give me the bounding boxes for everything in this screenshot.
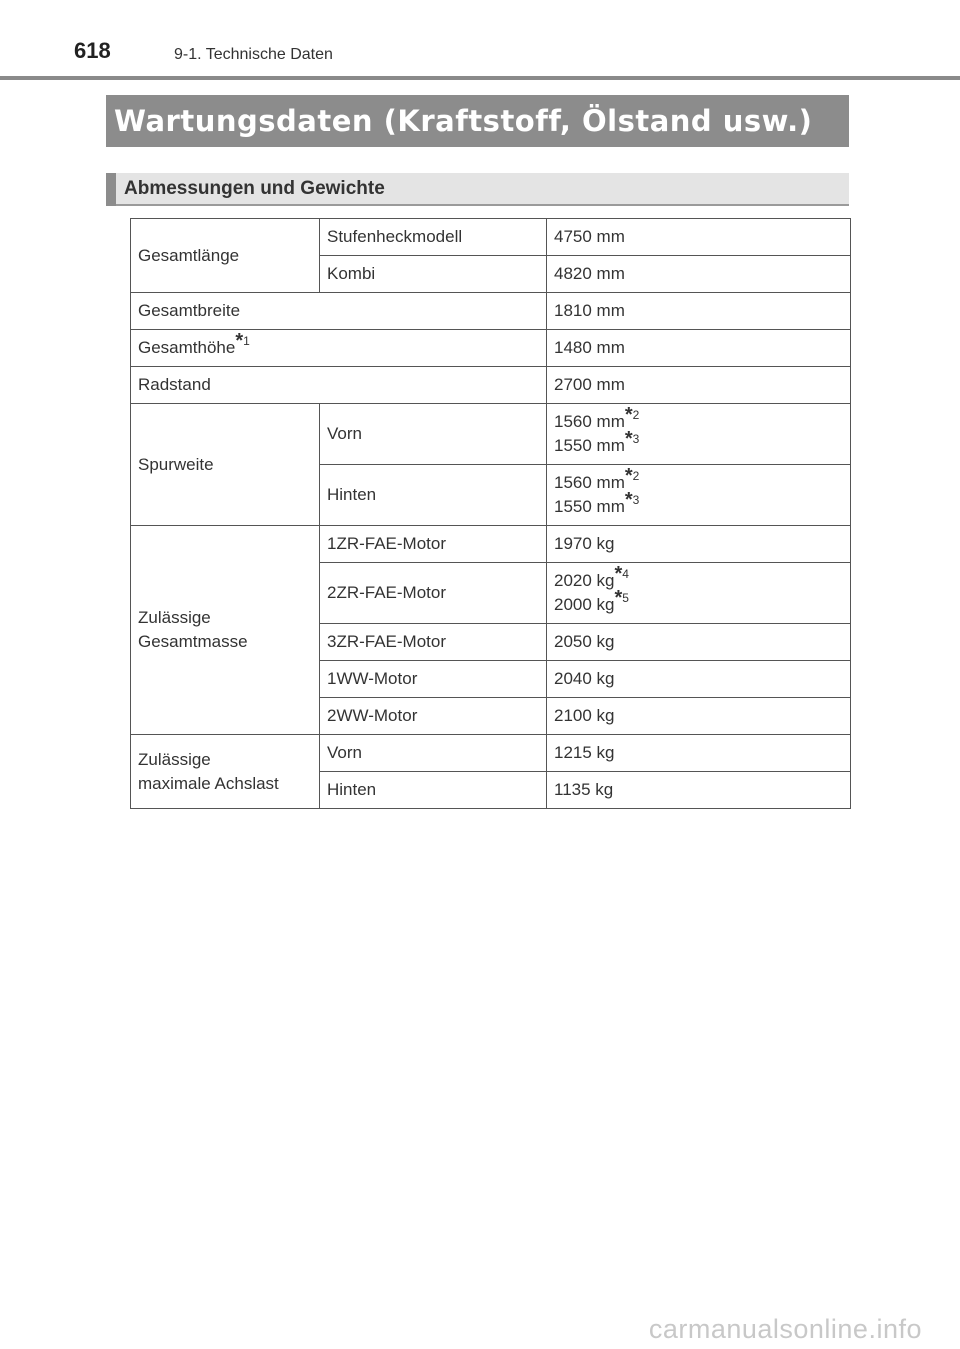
label-line: Zulässige	[138, 749, 211, 769]
footnote-ref: 4	[622, 567, 629, 581]
value-cell: 1135 kg	[547, 772, 851, 809]
value-cell: 2040 kg	[547, 661, 851, 698]
table-row	[131, 219, 851, 256]
table-row	[131, 367, 851, 404]
header-rule	[0, 76, 960, 80]
subsection-marker	[106, 173, 116, 206]
value-line: 2020 kg	[554, 571, 615, 590]
table-row	[131, 404, 851, 465]
asterisk-mark: *	[624, 404, 633, 426]
dimensions-weights-table	[130, 218, 851, 809]
table-row	[131, 330, 851, 367]
label-line: Gesamtmasse	[138, 632, 248, 651]
row-label-gesamtmasse	[131, 526, 320, 735]
value-line: 1550 mm	[554, 436, 625, 455]
footnote-ref: 2	[632, 469, 640, 483]
variant-cell: 1WW-Motor	[320, 661, 547, 698]
value-cell: 1970 kg	[547, 526, 851, 563]
variant-cell: Hinten	[320, 772, 547, 809]
subsection-title: Abmessungen und Gewichte	[124, 177, 385, 199]
asterisk-mark: *	[624, 465, 633, 487]
label-line: Zulässige	[138, 608, 211, 627]
asterisk-mark: *	[614, 563, 623, 585]
table-row	[131, 735, 851, 772]
variant-cell: Stufenheckmodell	[320, 219, 547, 256]
label-text: Gesamthöhe	[138, 338, 236, 357]
value-cell: 2100 kg	[547, 698, 851, 735]
variant-cell: 2ZR-FAE-Motor	[320, 563, 547, 624]
value-cell	[547, 465, 851, 526]
asterisk-mark: *	[624, 489, 633, 511]
label-line: maximale Achslast	[138, 773, 279, 793]
page-number: 618	[74, 38, 111, 63]
section-title: Wartungsdaten (Kraftstoff, Ölstand usw.)	[114, 104, 813, 138]
asterisk-mark: *	[614, 587, 623, 609]
row-label-gesamtbreite: Gesamtbreite	[131, 293, 547, 330]
value-cell: 2700 mm	[547, 367, 851, 404]
footnote-ref: 3	[632, 432, 640, 446]
footnote-ref: 2	[632, 408, 640, 422]
value-line: 2000 kg	[554, 595, 615, 614]
row-label-gesamthoehe	[131, 330, 547, 367]
value-cell: 1215 kg	[547, 735, 851, 772]
variant-cell: 1ZR-FAE-Motor	[320, 526, 547, 563]
subsection-banner	[106, 173, 849, 206]
footnote-ref: 3	[632, 493, 640, 507]
variant-cell: Vorn	[320, 404, 547, 465]
variant-cell: Hinten	[320, 465, 547, 526]
value-cell: 1810 mm	[547, 293, 851, 330]
footnote-ref: 5	[622, 591, 629, 605]
variant-cell: 3ZR-FAE-Motor	[320, 624, 547, 661]
value-cell: 4750 mm	[547, 219, 851, 256]
row-label-achslast	[131, 735, 320, 809]
row-label-radstand: Radstand	[131, 367, 547, 404]
footnote-ref: 1	[243, 334, 250, 348]
section-banner	[106, 95, 849, 147]
value-line: 1550 mm	[554, 497, 625, 516]
value-cell: 2050 kg	[547, 624, 851, 661]
value-cell	[547, 404, 851, 465]
value-cell	[547, 563, 851, 624]
variant-cell: Kombi	[320, 256, 547, 293]
value-line: 1560 mm	[554, 473, 625, 492]
row-label-spurweite: Spurweite	[131, 404, 320, 526]
variant-cell: Vorn	[320, 735, 547, 772]
asterisk-mark: *	[624, 428, 633, 450]
row-label-gesamtlaenge: Gesamtlänge	[131, 219, 320, 293]
value-cell: 1480 mm	[547, 330, 851, 367]
table-row	[131, 526, 851, 563]
chapter-title: 9-1. Technische Daten	[174, 46, 333, 63]
asterisk-mark: *	[235, 330, 244, 352]
value-cell: 4820 mm	[547, 256, 851, 293]
table-row	[131, 293, 851, 330]
watermark: carmanualsonline.info	[648, 1314, 922, 1344]
variant-cell: 2WW-Motor	[320, 698, 547, 735]
value-line: 1560 mm	[554, 412, 625, 431]
